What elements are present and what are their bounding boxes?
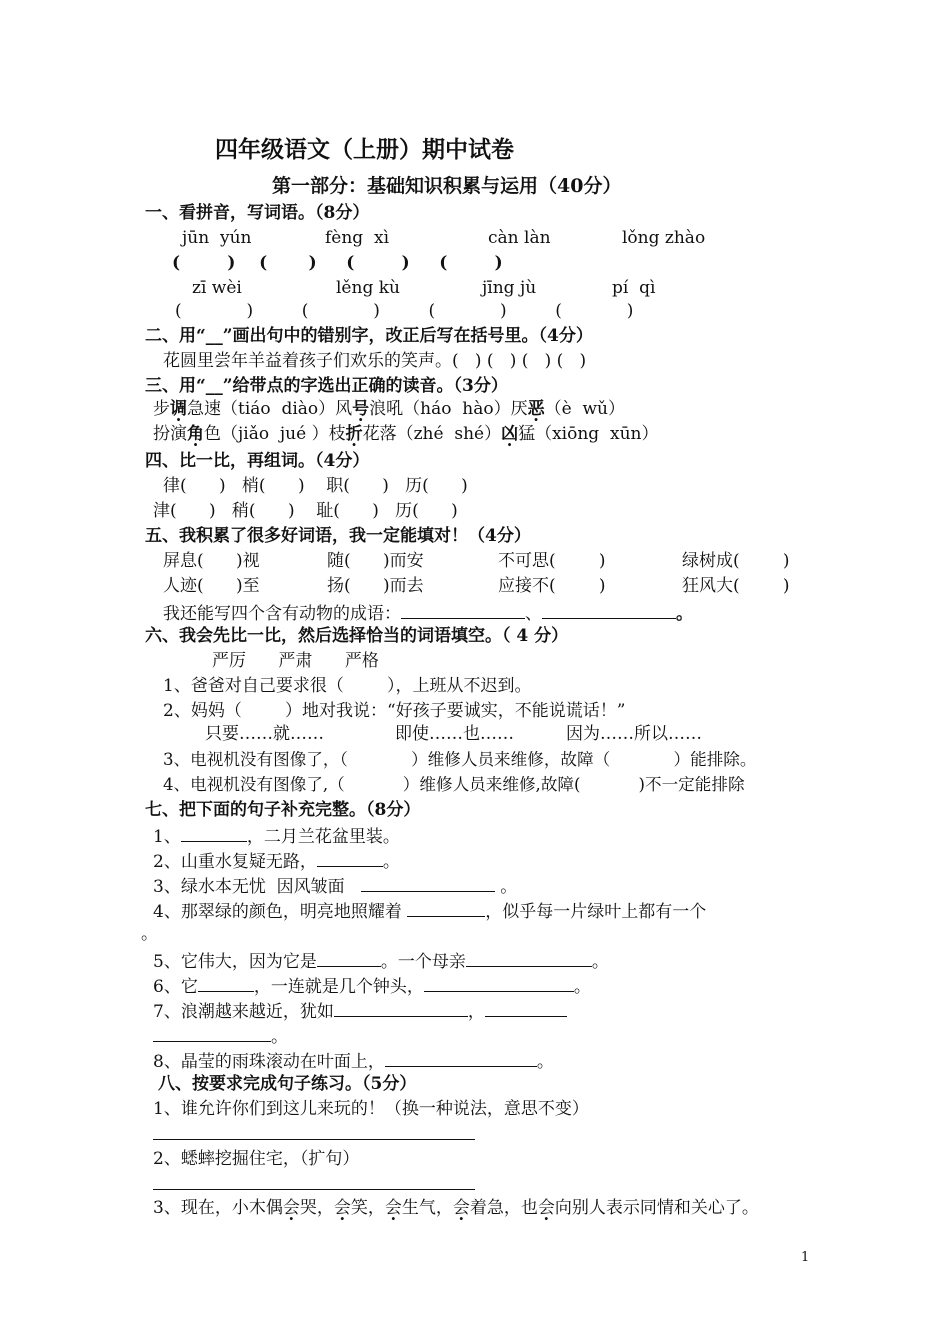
exercise-q3: 3、现在，小木偶会哭，会笑，会生气，会着急，也会向别人表示同情和关心了。 bbox=[153, 1198, 759, 1218]
complete-q5[interactable]: 5、它伟大，因为它是 。一个母亲 。 bbox=[153, 948, 609, 973]
conj-choice-1: 只要……就…… bbox=[205, 724, 324, 744]
word-choices: 严厉 严肃 严格 bbox=[212, 651, 379, 671]
pinyin-2: fèng xì bbox=[325, 228, 390, 248]
idiom-2[interactable]: 随( )而安 bbox=[327, 551, 424, 571]
exercise-q2: 2、蟋蟀挖掘住宅，（扩句） bbox=[153, 1149, 360, 1169]
idiom-4[interactable]: 绿树成( ) bbox=[682, 551, 790, 571]
complete-q7[interactable]: 7、浪潮越来越近，犹如 ， bbox=[153, 998, 567, 1023]
conj-choice-3: 因为……所以…… bbox=[566, 724, 702, 744]
pinyin-5: zī wèi bbox=[192, 278, 242, 298]
page-title: 四年级语文（上册）期中试卷 bbox=[215, 136, 514, 163]
idiom-5[interactable]: 人迹( )至 bbox=[163, 576, 260, 596]
compare-line-2[interactable]: 津( ) 稍( ) 耻( ) 历( ) bbox=[153, 501, 458, 521]
idiom-6[interactable]: 扬( )而去 bbox=[327, 576, 424, 596]
animal-idiom-line[interactable]: 我还能写四个含有动物的成语： 、 。 bbox=[163, 600, 693, 625]
section-5-heading: 五、我积累了很多好词语，我一定能填对！（4分） bbox=[145, 526, 531, 546]
section-8-heading: 八、按要求完成句子练习。（5分） bbox=[158, 1074, 417, 1094]
compare-line-1[interactable]: 律( ) 梢( ) 职( ) 历( ) bbox=[163, 476, 468, 496]
complete-q3[interactable]: 3、绿水本无忧 因风皱面 。 bbox=[153, 873, 517, 898]
pinyin-3: càn làn bbox=[488, 228, 551, 248]
answer-line-1[interactable] bbox=[153, 1139, 475, 1140]
section-3-heading: 三、用“__”给带点的字选出正确的读音。（3分） bbox=[145, 376, 508, 396]
answer-brackets-2[interactable]: ( ) ( ) ( ) ( ) bbox=[175, 301, 634, 321]
complete-q4[interactable]: 4、那翠绿的颜色，明亮地照耀着 ，似乎每一片绿叶上都有一个 bbox=[153, 898, 706, 923]
section-7-heading: 七、把下面的句子补充完整。（8分） bbox=[145, 800, 421, 820]
complete-q6[interactable]: 6、它 ，一连就是几个钟头， 。 bbox=[153, 973, 591, 998]
section-4-heading: 四、比一比，再组词。（4分） bbox=[145, 451, 370, 471]
complete-q8[interactable]: 8、晶莹的雨珠滚动在叶面上， 。 bbox=[153, 1048, 554, 1073]
answer-brackets-1[interactable]: ( ) ( ) ( ) ( ) bbox=[172, 253, 503, 273]
section-6-heading: 六、我会先比一比，然后选择恰当的词语填空。（ 4 分） bbox=[145, 626, 569, 646]
fill-q3[interactable]: 3、电视机没有图像了，（ ）维修人员来维修，故障（ ）能排除。 bbox=[163, 750, 757, 769]
complete-q1[interactable]: 1、 ，二月兰花盆里装。 bbox=[153, 823, 400, 848]
exercise-q1: 1、谁允许你们到这儿来玩的！（换一种说法，意思不变） bbox=[153, 1099, 589, 1119]
pinyin-4: lǒng zhào bbox=[622, 228, 706, 248]
idiom-1[interactable]: 屏息( )视 bbox=[163, 551, 260, 571]
fill-q4[interactable]: 4、电视机没有图像了,（ ）维修人员来维修,故障( )不一定能排除 bbox=[163, 775, 745, 794]
page-number: 1 bbox=[801, 1250, 810, 1265]
idiom-7[interactable]: 应接不( ) bbox=[498, 576, 606, 596]
pinyin-6: lěng kù bbox=[336, 278, 400, 298]
fill-q2[interactable]: 2、妈妈（ ）地对我说：“好孩子要诚实，不能说谎话！” bbox=[163, 701, 626, 721]
idiom-3[interactable]: 不可思( ) bbox=[498, 551, 606, 571]
section-1-heading: 一、看拼音，写词语。（8分） bbox=[145, 203, 370, 223]
answer-line-2[interactable] bbox=[153, 1189, 475, 1190]
complete-q7-end[interactable]: 。 bbox=[153, 1023, 288, 1048]
pinyin-1: jūn yún bbox=[182, 228, 252, 248]
section-2-sentence[interactable]: 花圆里尝年羊益着孩子们欢乐的笑声。( ) ( ) ( ) ( ) bbox=[163, 351, 587, 371]
reading-line-2[interactable]: 扮演角色（jiǎo jué ）枝折花落（zhé shé）凶猛（xiōng xūn） bbox=[153, 424, 659, 444]
pinyin-7: jīng jù bbox=[482, 278, 537, 298]
complete-q4-end: 。 bbox=[141, 924, 158, 944]
part-heading: 第一部分：基础知识积累与运用（40分） bbox=[272, 175, 622, 197]
fill-q1[interactable]: 1、爸爸对自己要求很（ ），上班从不迟到。 bbox=[163, 676, 532, 696]
pinyin-8: pí qì bbox=[612, 278, 656, 298]
conj-choice-2: 即使……也…… bbox=[395, 724, 514, 744]
section-2-heading: 二、用“__”画出句中的错别字，改正后写在括号里。（4分） bbox=[145, 326, 593, 346]
complete-q2[interactable]: 2、山重水复疑无路， 。 bbox=[153, 848, 400, 873]
reading-line-1[interactable]: 步调急速（tiáo diào）风号浪吼（háo hào）厌恶（è wǔ） bbox=[153, 399, 625, 419]
idiom-8[interactable]: 狂风大( ) bbox=[682, 576, 790, 596]
